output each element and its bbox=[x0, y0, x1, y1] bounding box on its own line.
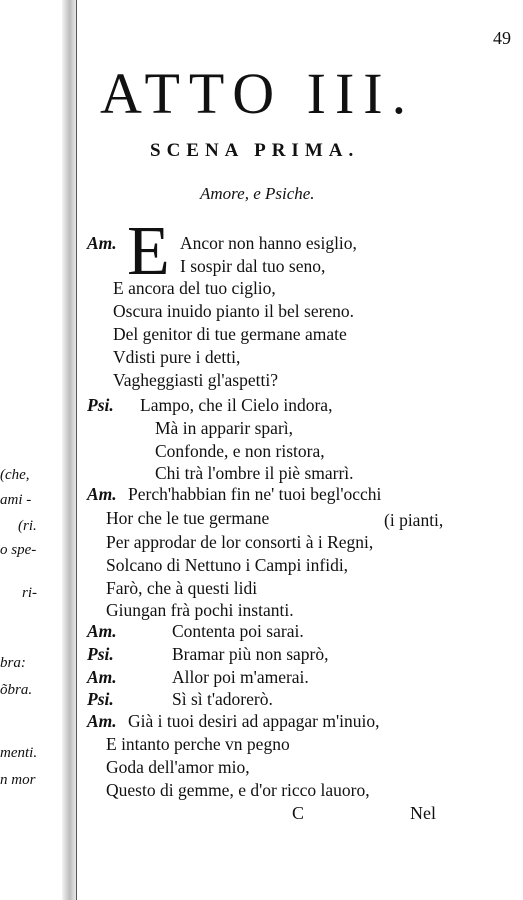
speaker-label: Am. bbox=[87, 621, 117, 641]
verse-line: Bramar più non saprò, bbox=[172, 644, 329, 664]
speaker-label: Am. bbox=[87, 667, 117, 687]
left-page-fragment: o spe- bbox=[0, 542, 37, 558]
verse-line: Farò, che à questi lidi bbox=[106, 578, 258, 598]
left-page-fragment: õbra. bbox=[0, 682, 33, 698]
verse-line: Allor poi m'amerai. bbox=[172, 667, 309, 687]
verse-line: Questo di gemme, e d'or ricco lauoro, bbox=[106, 780, 370, 800]
page-number: 49 bbox=[493, 28, 511, 48]
left-page-fragment: menti. bbox=[0, 745, 38, 761]
left-page-fragment: ri- bbox=[22, 585, 37, 601]
verse-line: Per approdar de lor consorti à i Regni, bbox=[106, 532, 374, 552]
book-gutter-shadow bbox=[62, 0, 76, 900]
speaker-label: Am. bbox=[87, 484, 117, 504]
drop-capital: E bbox=[127, 213, 170, 290]
speaker-label: Psi. bbox=[87, 395, 114, 415]
verse-line: E intanto perche vn pegno bbox=[106, 734, 290, 754]
verse-line: E ancora del tuo ciglio, bbox=[113, 278, 276, 298]
verse-line: Chi trà l'ombre il piè smarrì. bbox=[155, 463, 354, 483]
left-page-fragment: ami - bbox=[0, 492, 32, 508]
verse-line: Hor che le tue germane bbox=[106, 508, 270, 528]
act-title: ATTO III. bbox=[100, 61, 416, 126]
verse-line: Ancor non hanno esiglio, bbox=[180, 233, 357, 253]
verse-line: I sospir dal tuo seno, bbox=[180, 256, 326, 276]
speaker-label: Am. bbox=[87, 711, 117, 731]
speaker-label: Psi. bbox=[87, 689, 114, 709]
verse-line: Perch'habbian fin ne' tuoi begl'occhi bbox=[128, 484, 382, 504]
verse-line: Sì sì t'adorerò. bbox=[172, 689, 273, 709]
verse-line: Confonde, e non ristora, bbox=[155, 441, 325, 461]
speaker-label: Psi. bbox=[87, 644, 114, 664]
verse-line: Oscura inuido pianto il bel sereno. bbox=[113, 301, 355, 321]
left-page-fragment: n mor bbox=[0, 772, 36, 788]
verse-line: Goda dell'amor mio, bbox=[106, 757, 250, 777]
signature-mark: C bbox=[292, 803, 305, 823]
speaker-label: Am. bbox=[87, 233, 117, 253]
verse-line: Lampo, che il Cielo indora, bbox=[140, 395, 333, 415]
verse-line: Contenta poi sarai. bbox=[172, 621, 304, 641]
verse-line: Giungan frà pochi instanti. bbox=[106, 600, 294, 620]
verse-line: Del genitor di tue germane amate bbox=[113, 324, 347, 344]
scene-characters: Amore, e Psiche. bbox=[200, 184, 315, 203]
page-edge bbox=[76, 0, 77, 900]
verse-line: Mà in apparir sparì, bbox=[155, 418, 294, 438]
verse-line: Vdisti pure i detti, bbox=[113, 347, 241, 367]
left-page-fragment: bra: bbox=[0, 655, 26, 671]
verse-line: Vagheggiasti gl'aspetti? bbox=[113, 370, 278, 390]
catchword: Nel bbox=[410, 803, 436, 823]
left-page-margin bbox=[0, 0, 68, 900]
verse-line: (i pianti, bbox=[384, 510, 444, 530]
left-page-fragment: (ri. bbox=[18, 518, 37, 534]
verse-line: Solcano di Nettuno i Campi infidi, bbox=[106, 555, 349, 575]
scene-title: SCENA PRIMA. bbox=[150, 140, 360, 161]
verse-line: Già i tuoi desiri ad appagar m'inuio, bbox=[128, 711, 380, 731]
left-page-fragment: (che, bbox=[0, 467, 30, 483]
